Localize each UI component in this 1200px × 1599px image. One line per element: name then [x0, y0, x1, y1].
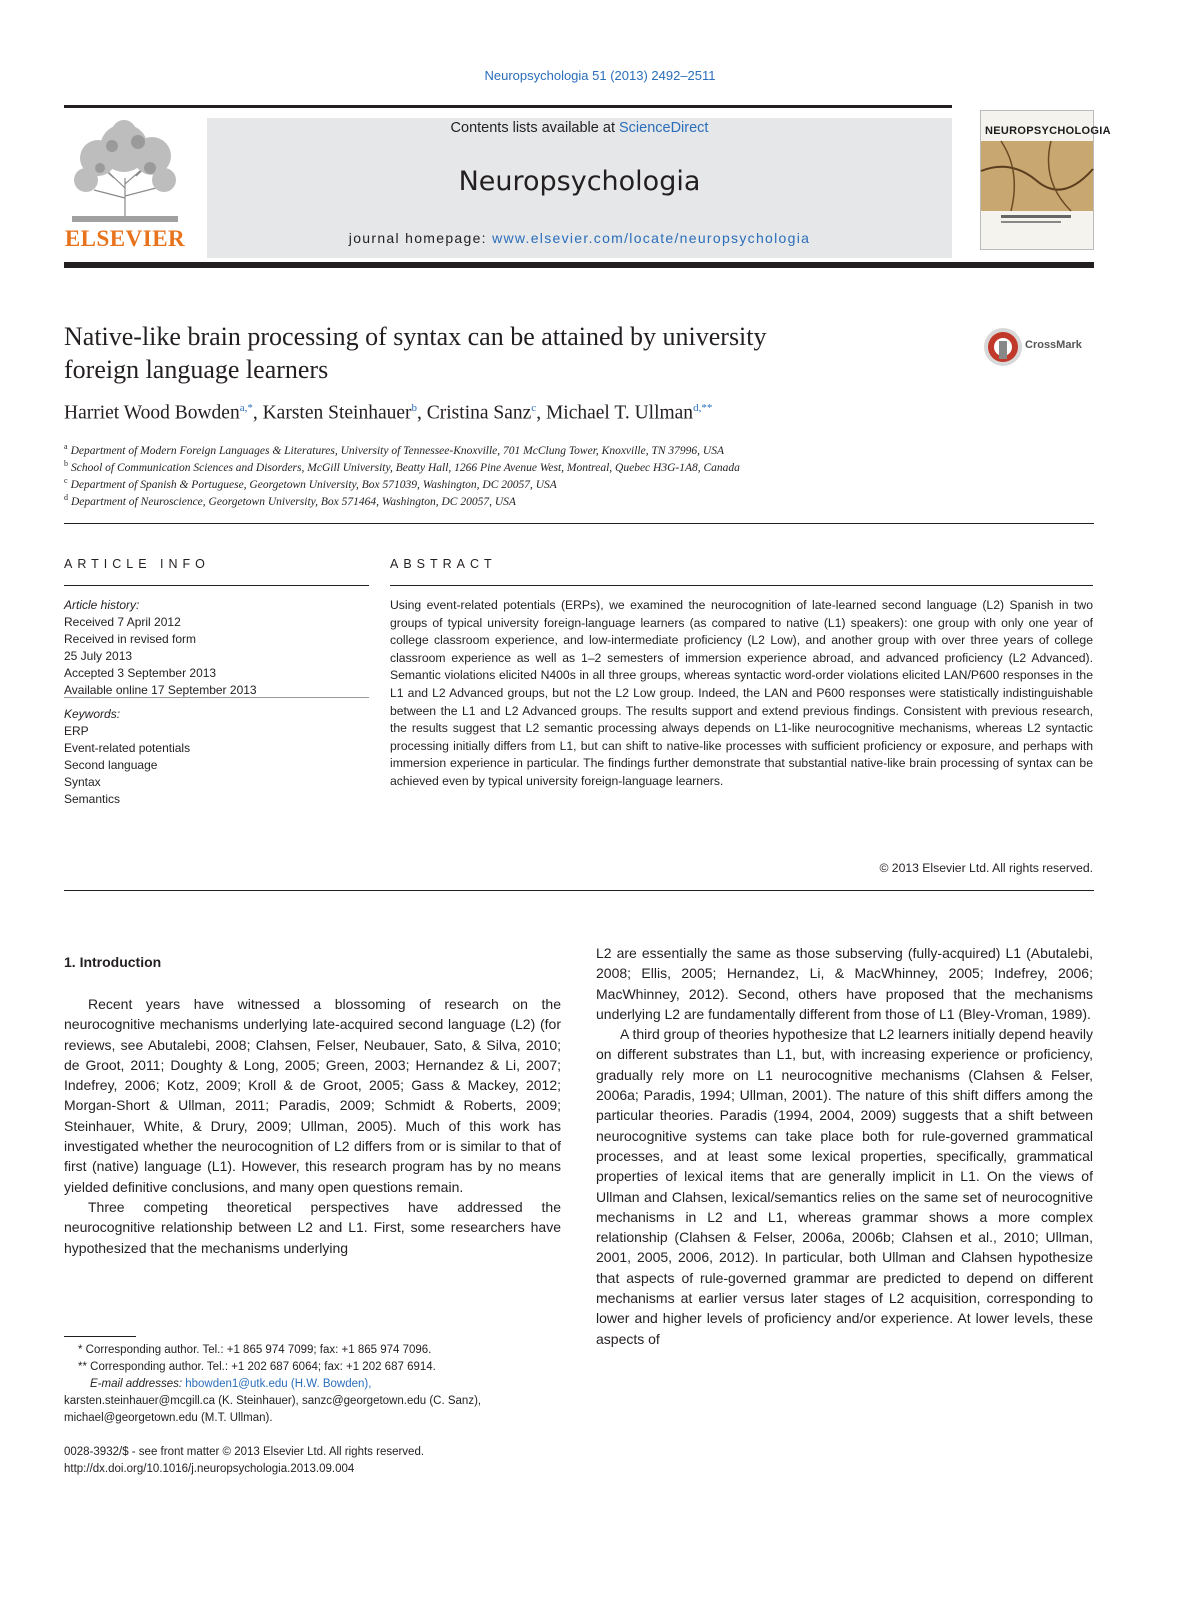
keywords — [64, 706, 190, 808]
crossmark-button[interactable] — [983, 325, 1113, 369]
affiliation-text: Department of Modern Foreign Languages & Literatures, University of Tennessee-Knoxville, 701 McClung Tower, Knoxville, TN 37996, USA — [70, 444, 724, 457]
keyword: Event-related potentials — [64, 741, 191, 755]
author-name: Karsten Steinhauer — [262, 402, 412, 424]
affiliation-mark: c — [64, 476, 68, 485]
article-info-heading: ARTICLE INFO — [64, 557, 210, 571]
left-column — [64, 994, 561, 1258]
homepage-link[interactable]: www.elsevier.com/locate/neuropsychologia — [492, 230, 811, 246]
journal-homepage — [207, 230, 952, 246]
paragraph: Recent years have witnessed a blossoming of research on the neurocognitive mechanisms underlying late-acquired second language (L2) (for reviews, see Abutalebi, 2008; Clahsen, Felser, Neubauer, Sato, & Silva, 2010; de Groot, 2011; Doughty & Long, 2005; Green, 2003; Hernandez & Li, 2007; Indefrey, 2006; Kotz, 2009; Kroll & de Groot, 2005; Gass & Mackey, 2012; Morgan-Short & Ullman, 2011; Paradis, 2009; Schmidt & Roberts, 2009; Steinhauer, White, & Drury, 2009; Ullman, 2005). Much of this work has investigated whether the neurocognition of L2 differs from or is similar to that of first (native) language (L1). However, this research program has by no means yielded definitive conclusions, and many open questions remain. — [64, 996, 561, 1195]
header-rule — [64, 105, 952, 108]
history-item: Received 7 April 2012 — [64, 615, 181, 629]
elsevier-logo — [64, 118, 194, 258]
author-marks[interactable]: b — [411, 402, 418, 414]
affiliation — [64, 476, 557, 491]
article-history — [64, 597, 257, 699]
author-marks[interactable]: c — [531, 402, 537, 414]
issn-line: 0028-3932/$ - see front matter © 2013 Elsevier Ltd. All rights reserved. — [64, 1446, 425, 1458]
section-heading-introduction: 1. Introduction — [64, 954, 162, 970]
history-rule — [64, 697, 369, 698]
author-name: Harriet Wood Bowden — [64, 402, 240, 424]
abstract-text: Using event-related potentials (ERPs), we examined the neurocognition of late-learned second language (L2) Spanish in two groups of typical university foreign-language learners (as compared to native (L1) speakers): one group with only one year of college classroom experience, and low-intermediate proficiency (L2 Low), and another group with over three years of college classroom experience as well as 1–2 semesters of immersion experience abroad, and advanced proficiency (L2 Advanced). Semantic violations elicited N400s in all three groups, whereas syntactic word-order violations elicited LAN/P600 responses in the L1 and L2 Advanced groups, but not the L2 Low group. Indeed, the LAN and P600 responses were statistically indistinguishable between the L1 and L2 Advanced groups. The results support and extend previous findings. Consistent with previous research, the results suggest that L2 semantic processing always depends on L1-like neurocognitive mechanisms, whereas L2 syntactic processing initially differs from L1, but can shift to native-like processes with sufficient proficiency or exposure, and perhaps with immersion experience in particular. The findings further demonstrate that substantial native-like brain processing of syntax can be achieved even by typical university foreign-language learners. — [390, 598, 1093, 788]
abstract-bottom-rule — [64, 890, 1094, 891]
footnote-corresponding-1: * Corresponding author. Tel.: +1 865 974 7099; fax: +1 865 974 7096. — [78, 1344, 432, 1356]
article-title — [64, 320, 964, 386]
history-item: 25 July 2013 — [64, 649, 133, 663]
right-column — [596, 943, 1093, 1349]
crossmark-label: CrossMark — [1025, 339, 1082, 351]
keyword: Semantics — [64, 792, 121, 806]
affiliation-text: School of Communication Sciences and Disorders, McGill University, Beatty Hall, 1266 Pine Avenue West, Montreal, Quebec H3G-1A8, Canada — [71, 461, 740, 474]
history-label: Article history: — [64, 598, 140, 612]
doi-link[interactable]: http://dx.doi.org/10.1016/j.neuropsychologia.2013.09.004 — [64, 1463, 355, 1475]
abstract-copyright: © 2013 Elsevier Ltd. All rights reserved. — [879, 861, 1093, 875]
author-name: Michael T. Ullman — [545, 402, 694, 424]
paragraph: Three competing theoretical perspectives have addressed the neurocognitive relationship between L2 and L1. First, some researchers have hypothesized that the mechanisms underlying — [64, 1198, 561, 1256]
affiliation-mark: a — [64, 442, 68, 451]
article-info-rule — [64, 585, 369, 586]
journal-cover[interactable] — [980, 110, 1111, 250]
footnote-corresponding-2: ** Corresponding author. Tel.: +1 202 687 6064; fax: +1 202 687 6914. — [78, 1361, 436, 1373]
footnote-email-line — [90, 1376, 371, 1393]
affiliation-text: Department of Spanish & Portuguese, Georgetown University, Box 571039, Washington, DC 20057, USA — [70, 478, 557, 491]
journal-name: Neuropsychologia — [458, 166, 701, 197]
history-item: Received in revised form — [64, 632, 197, 646]
keyword: Syntax — [64, 775, 101, 789]
history-item: Available online 17 September 2013 — [64, 683, 257, 697]
header-thick-rule — [64, 262, 1094, 268]
keywords-label: Keywords: — [64, 707, 121, 721]
email-label: E-mail addresses: — [90, 1378, 186, 1390]
title-line-2: foreign language learners — [64, 355, 329, 384]
cover-image — [981, 111, 1093, 249]
author-list: Harriet Wood Bowden$^{a,*}$, Karsten Steinhauer$^b$, Cristina Sanz$^c$, Michael T. Ullman$^{d,**}$ — [64, 402, 713, 424]
tree-icon — [64, 118, 186, 224]
affiliation-mark: b — [64, 459, 68, 468]
author-marks[interactable]: d,** — [693, 402, 713, 414]
email-link[interactable]: hbowden1@utk.edu (H.W. Bowden), — [185, 1378, 372, 1390]
affiliation — [64, 442, 724, 457]
keyword: ERP — [64, 724, 89, 738]
author-marks[interactable]: a,* — [239, 402, 253, 414]
affiliation-mark: d — [64, 493, 68, 502]
abstract-heading: ABSTRACT — [390, 557, 497, 571]
affiliation — [64, 459, 740, 474]
history-item: Accepted 3 September 2013 — [64, 666, 217, 680]
paragraph: L2 are essentially the same as those subserving (fully-acquired) L1 (Abutalebi, 2008; Ellis, 2005; Hernandez, Li, & MacWhinney, 2005; Indefrey, 2006; MacWhinney, 2012). Second, others have proposed that the mechanisms underlying L2 are fundamentally different from those of L1 (Bley-Vroman, 1989). — [596, 945, 1093, 1022]
affiliation-rule — [64, 523, 1094, 524]
author-name: Cristina Sanz — [426, 402, 532, 424]
publisher-logo-text: ELSEVIER — [64, 226, 186, 251]
homepage-prefix: journal homepage: — [348, 230, 493, 246]
abstract-rule — [390, 585, 1093, 586]
email-link[interactable]: michael@georgetown.edu (M.T. Ullman). — [64, 1412, 273, 1424]
journal-banner — [207, 118, 952, 258]
keyword: Second language — [64, 758, 158, 772]
title-line-1: Native-like brain processing of syntax can be attained by university — [64, 322, 767, 351]
journal-citation[interactable]: Neuropsychologia 51 (2013) 2492–2511 — [484, 68, 716, 83]
sciencedirect-link[interactable]: ScienceDirect — [619, 120, 709, 136]
footnote-rule — [64, 1336, 136, 1337]
email-link[interactable]: karsten.steinhauer@mcgill.ca (K. Steinhauer), sanzc@georgetown.edu (C. Sanz), — [64, 1395, 482, 1407]
contents-prefix: Contents lists available at — [450, 120, 619, 136]
affiliation-text: Department of Neuroscience, Georgetown University, Box 571464, Washington, DC 20057, USA — [71, 495, 516, 508]
cover-title: NEUROPSYCHOLOGIA — [985, 125, 1111, 137]
affiliation — [64, 493, 516, 508]
paragraph: A third group of theories hypothesize that L2 learners initially depend heavily on different substrates than L1, but, with increasing experience or proficiency, gradually rely more on L1 neurocognitive mechanisms (Clahsen & Felser, 2006a; Paradis, 1994; Ullman, 2001). The nature of this shift differs among the particular theories. Paradis (1994, 2004, 2009) suggests that a shift between neurocognitive systems can take place both for rule-governed grammatical processes, and at least some lexical properties, specifically, grammatical properties of lexical items that are generally implicit in L1. On the views of Ullman and Clahsen, lexical/semantics relies on the same set of neurocognitive mechanisms in L2 and L1, whereas grammar shows a more complex relationship (Clahsen & Felser, 2006a, 2006b; Clahsen et al., 2010; Ullman, 2001, 2005, 2006, 2012). In particular, both Ullman and Clahsen hypothesize that aspects of rule-governed grammar are predicted to depend on different mechanisms at earlier versus later stages of L2 acquisition, corresponding to lower and higher levels of proficiency and/or experience. At lower levels, these aspects of — [596, 1026, 1093, 1347]
contents-line — [207, 120, 952, 136]
